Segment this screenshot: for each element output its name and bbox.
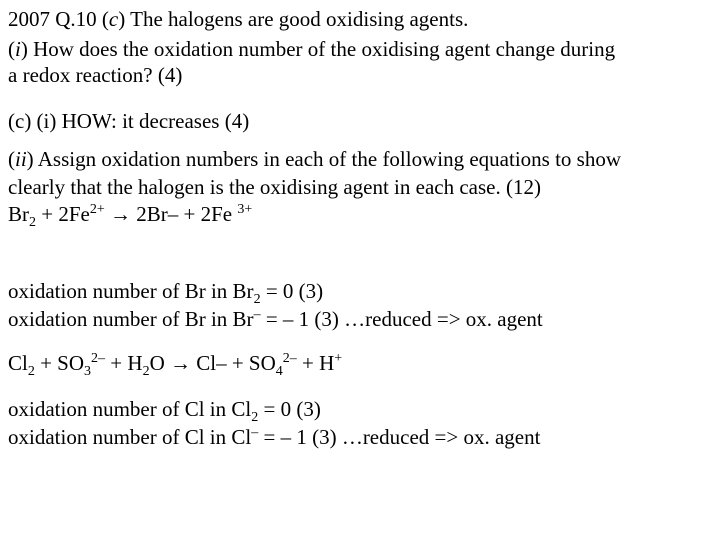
eq1-charge: 2+ [89,202,105,217]
answer-text: oxidation number of Cl in Cl [8,397,252,421]
question-header [8,6,468,32]
eq2-subscript: 3 [84,364,92,379]
part-ii-text-cont: clearly that the halogen is the oxidising agent in each case. (12) [8,175,541,199]
answer-text: oxidation number of Cl in Cl [8,425,252,449]
eq1-subscript: 2 [29,215,36,230]
answer-subscript: 2 [253,292,261,307]
part-i-label: i [15,37,21,61]
eq2-subscript: 2 [142,364,150,379]
open-paren: ( [8,147,15,171]
answer-i-text: (c) (i) HOW: it decreases (4) [8,109,250,133]
eq2-charge: 2– [282,351,297,366]
part-ii-label: ii [15,147,27,171]
answer-1-line-2 [8,306,543,332]
equation-2 [8,350,343,379]
header-statement: ) The halogens are good oxidising agents. [118,7,469,31]
answer-text: = – 1 (3) …reduced => ox. agent [260,307,543,331]
eq1-term: + 2Fe [36,202,90,226]
eq2-term: + H [105,351,143,375]
answer-part-i [8,108,249,134]
eq2-term: + H [296,351,335,375]
eq1-term: → 2Br– + 2Fe [104,202,238,226]
question-part-ii [8,146,621,172]
header-year: 2007 Q.10 ( [8,7,109,31]
eq2-charge: + [334,351,343,366]
open-paren: ( [8,37,15,61]
question-part-i [8,36,615,62]
answer-text: = 0 (3) [258,397,321,421]
answer-charge: – [251,425,259,440]
question-part-i-cont [8,62,182,88]
part-i-text-cont: a redox reaction? (4) [8,63,183,87]
part-ii-text: ) Assign oxidation numbers in each of the following equations to show [26,147,622,171]
eq1-charge: 3+ [237,202,253,217]
answer-text: = – 1 (3) …reduced => ox. agent [258,425,541,449]
answer-2-line-2 [8,424,540,450]
eq2-term: O → Cl– + SO [149,351,276,375]
answer-charge: – [253,307,261,322]
eq1-term: Br [8,202,29,226]
answer-2-line-1 [8,396,321,425]
answer-1-line-1 [8,278,324,307]
eq2-term: Cl [8,351,28,375]
part-i-text: ) How does the oxidation number of the oxidising agent change during [20,37,616,61]
eq2-term: + SO [34,351,85,375]
eq2-subscript: 4 [275,364,283,379]
eq2-charge: 2– [91,351,106,366]
question-part-ii-cont [8,174,541,200]
answer-text: = 0 (3) [260,279,324,303]
equation-1 [8,201,253,230]
answer-subscript: 2 [251,410,259,425]
answer-text: oxidation number of Br in Br [8,279,254,303]
answer-text: oxidation number of Br in Br [8,307,254,331]
eq2-subscript: 2 [27,364,35,379]
part-c-label: c [108,7,119,31]
